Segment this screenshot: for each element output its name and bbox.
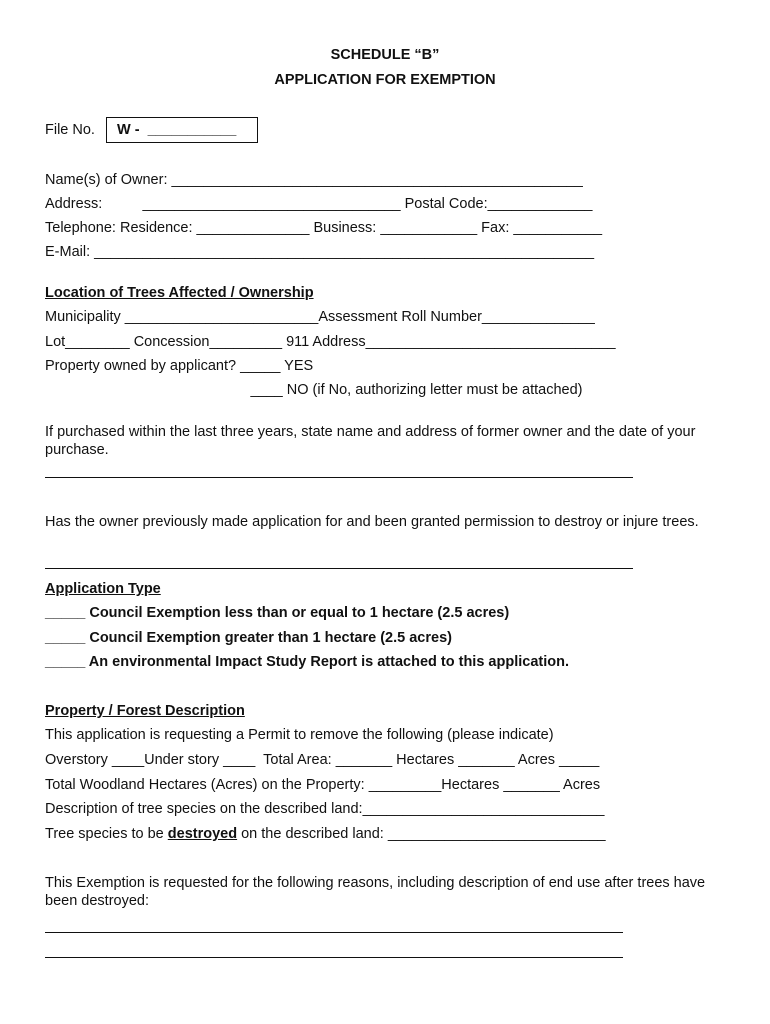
reasons-answer-line-2[interactable]	[45, 957, 623, 958]
option-eis-report[interactable]: _____ An environmental Impact Study Report is attached to this application.	[45, 654, 569, 670]
property-heading: Property / Forest Description	[45, 703, 245, 719]
destroyed-prefix: Tree species to be	[45, 826, 168, 842]
previous-answer-line[interactable]	[45, 568, 633, 569]
reasons-text: This Exemption is requested for the following reasons, including description of end use after trees have been destroyed:	[45, 875, 706, 909]
destroyed-species-field[interactable]	[45, 825, 606, 843]
lot-field[interactable]: Lot________ Concession_________ 911 Address_______________________________	[45, 334, 616, 350]
application-type-heading: Application Type	[45, 581, 161, 597]
file-no-field[interactable]: W - ___________	[106, 117, 258, 143]
destroyed-word: destroyed	[167, 826, 238, 842]
email-field[interactable]: E-Mail: ______________________________________________________________	[45, 244, 595, 260]
form-title: APPLICATION FOR EXEMPTION	[274, 72, 496, 88]
purchase-answer-line[interactable]	[45, 477, 633, 478]
location-heading: Location of Trees Affected / Ownership	[45, 285, 314, 301]
property-intro: This application is requesting a Permit to remove the following (please indicate)	[45, 727, 554, 743]
address-field[interactable]: Address: ________________________________ Postal Code:_____________	[45, 196, 593, 212]
species-field[interactable]: Description of tree species on the described land:______________________________	[45, 801, 605, 817]
municipality-field[interactable]: Municipality ________________________Assessment Roll Number______________	[45, 309, 595, 325]
reasons-answer-line-1[interactable]	[45, 932, 623, 933]
telephone-field[interactable]: Telephone: Residence: ______________ Business: ____________ Fax: ___________	[45, 220, 603, 236]
previous-question: Has the owner previously made application for and been granted permission to destroy or injure trees.	[45, 514, 699, 530]
schedule-title: SCHEDULE “B”	[330, 47, 440, 63]
woodland-field[interactable]: Total Woodland Hectares (Acres) on the Property: _________Hectares _______ Acres	[45, 777, 601, 793]
overstory-field[interactable]: Overstory ____Under story ____ Total Area: _______ Hectares _______ Acres _____	[45, 752, 600, 768]
owned-yes-option[interactable]: Property owned by applicant? _____ YES	[45, 358, 314, 374]
owner-names-field[interactable]: Name(s) of Owner: ___________________________________________________	[45, 172, 583, 188]
option-council-small[interactable]: _____ Council Exemption less than or equal to 1 hectare (2.5 acres)	[45, 605, 510, 621]
owned-no-option[interactable]: ____ NO (if No, authorizing letter must be attached)	[45, 382, 583, 398]
purchase-question: If purchased within the last three years, state name and address of former owner and the date of your purchase.	[45, 424, 696, 458]
file-no-label: File No.	[45, 122, 95, 138]
destroyed-suffix: on the described land: ___________________________	[237, 826, 606, 842]
option-council-large[interactable]: _____ Council Exemption greater than 1 hectare (2.5 acres)	[45, 630, 452, 646]
